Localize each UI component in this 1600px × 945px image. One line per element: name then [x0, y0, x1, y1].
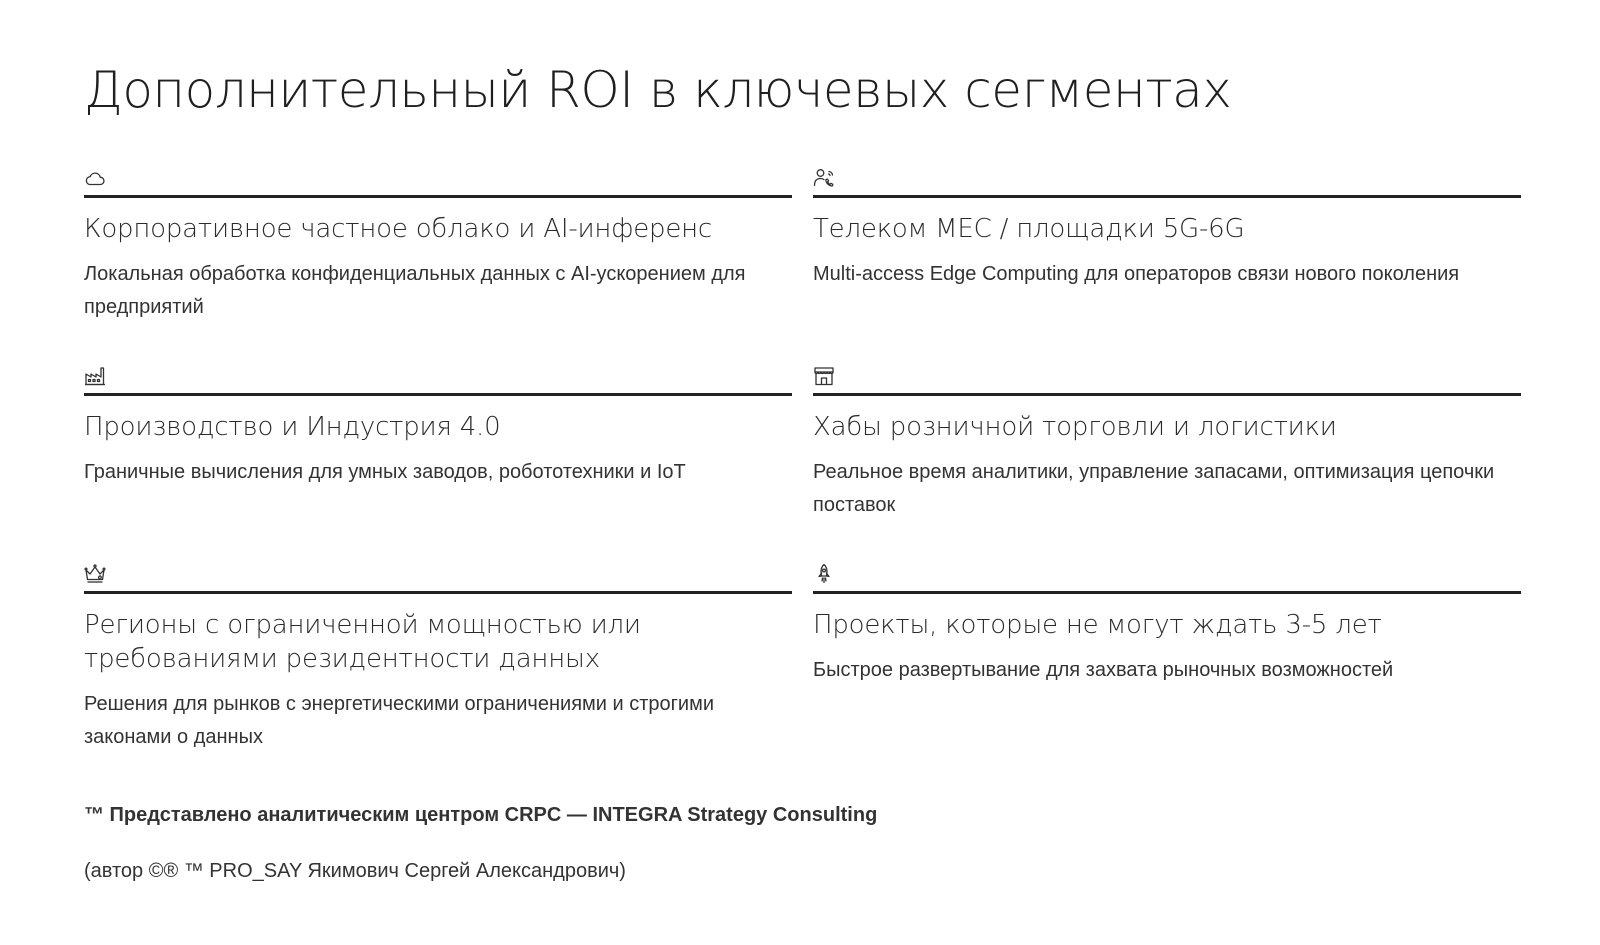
- segment-title: Производство и Индустрия 4.0: [84, 412, 501, 442]
- segment-card-telecom-mec: [813, 166, 1521, 291]
- rocket-icon: [812, 562, 836, 586]
- segment-card-fast-projects: [813, 562, 1521, 687]
- cloud-icon: [83, 166, 107, 190]
- segment-title: Регионы с ограниченной мощностью или требованиями резидентности данных: [84, 610, 641, 674]
- segment-title: Проекты, которые не могут ждать 3-5 лет: [813, 610, 1382, 640]
- crown-icon: [83, 562, 107, 586]
- factory-icon: [83, 364, 107, 388]
- segment-description: Локальная обработка конфиденциальных данных с AI-ускорением для предприятий: [84, 263, 746, 318]
- store-icon: [812, 364, 836, 388]
- segment-card-private-cloud: [84, 166, 792, 324]
- presented-by-note: ™ Представлено аналитическим центром CRPC — INTEGRA Strategy Consulting: [84, 804, 878, 826]
- card-divider: [84, 393, 792, 396]
- card-divider: [813, 591, 1521, 594]
- author-note: (автор ©® ™ PRO_SAY Якимович Сергей Александрович): [84, 860, 626, 882]
- telecom-icon: [812, 166, 836, 190]
- segment-card-retail-logistics: [813, 364, 1521, 522]
- segment-card-manufacturing: [84, 364, 792, 489]
- segment-description: Граничные вычисления для умных заводов, робототехники и IoT: [84, 461, 686, 483]
- segment-description: Реальное время аналитики, управление запасами, оптимизация цепочки поставок: [813, 461, 1495, 516]
- card-divider: [813, 393, 1521, 396]
- segment-title: Корпоративное частное облако и AI-инференс: [84, 214, 713, 244]
- segment-card-constrained-regions: [84, 562, 792, 754]
- card-divider: [84, 195, 792, 198]
- page-title: Дополнительный ROI в ключевых сегментах: [84, 61, 1232, 119]
- segment-description: Multi-access Edge Computing для операторов связи нового поколения: [813, 263, 1460, 285]
- segment-description: Быстрое развертывание для захвата рыночных возможностей: [813, 659, 1394, 681]
- segment-title: Телеком MEC / площадки 5G-6G: [813, 214, 1245, 244]
- segment-description: Решения для рынков с энергетическими ограничениями и строгими законами о данных: [84, 693, 715, 748]
- segment-title: Хабы розничной торговли и логистики: [813, 412, 1337, 442]
- card-divider: [84, 591, 792, 594]
- card-divider: [813, 195, 1521, 198]
